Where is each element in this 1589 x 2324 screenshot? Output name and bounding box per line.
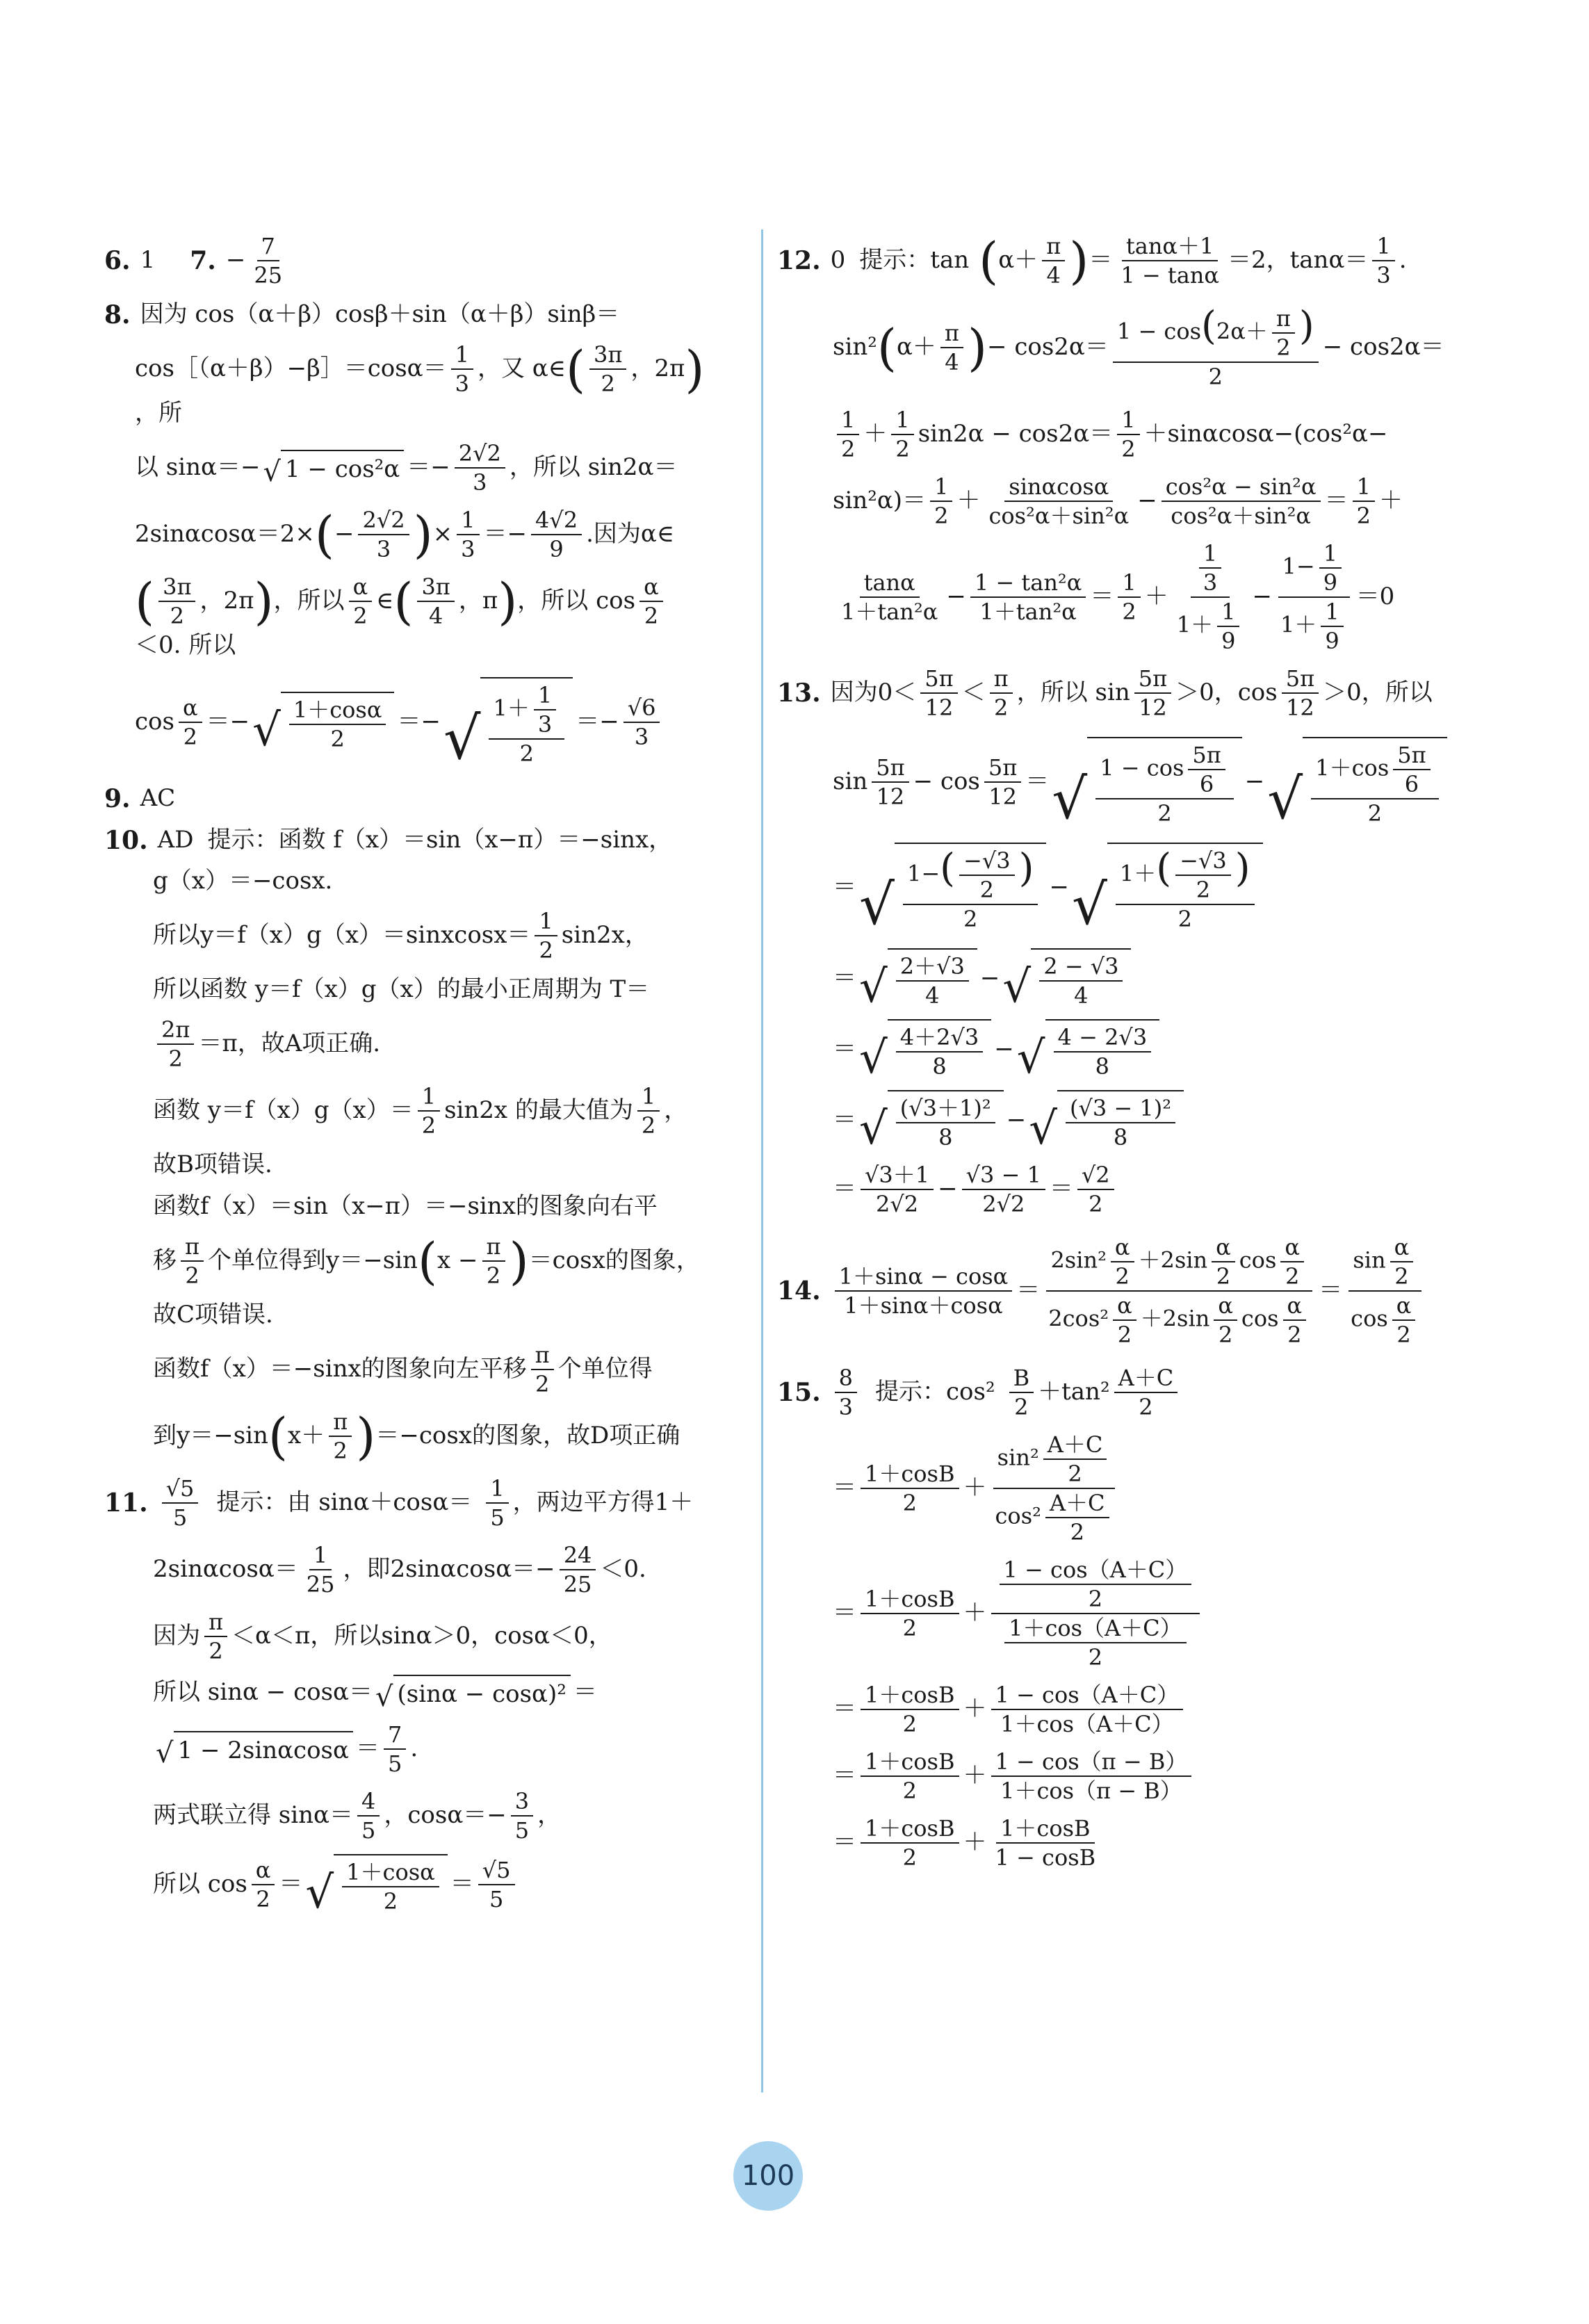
fraction: $\frac{\pi}{2}$ xyxy=(531,1341,554,1398)
fraction: $\frac{\pi}{2}$ xyxy=(204,1608,227,1665)
answer-13-line3: ＝ √ 1−( $\frac{-√3}{2}$ ) 2 − √ 1＋( $\frac{-√3}{2}$ ) 2 xyxy=(777,843,1486,933)
page-number: 100 xyxy=(741,2160,795,2192)
fraction: $\frac{√5}{5}$ xyxy=(478,1856,515,1913)
answer-15-line4: ＝ $\frac{1+\cos B}{2}$ ＋ $\frac{1 - \cos(A+C)}{1+\cos(A+C)}$ xyxy=(777,1681,1486,1738)
answer-11-line3 xyxy=(104,1608,744,1665)
text: ，两边平方得1＋ xyxy=(512,1488,694,1516)
answer-11-line6 xyxy=(104,1787,744,1844)
column-divider xyxy=(761,229,763,2093)
fraction: $\frac{\pi}{2}$ xyxy=(181,1233,204,1290)
text: 函数f（x）＝sin（x−π）＝−sinx的图象向右平 xyxy=(153,1192,658,1221)
answer-11-line1 xyxy=(104,1474,744,1531)
text: − cos2α＝ xyxy=(1322,333,1444,361)
answer-13-line4: ＝ √ $\frac{2+√3}{4}$ − √ $\frac{2 - √3}{4}$ xyxy=(777,948,1486,1009)
text: ＝−cosx的图象，故D项正确 xyxy=(375,1421,681,1449)
hint-text: 提示：tan xyxy=(859,246,970,275)
fraction: $\frac{\tan\alpha+1}{1 - \tan\alpha}$ xyxy=(1121,233,1219,289)
fraction: $\frac{\pi}{2}$ xyxy=(329,1408,352,1465)
text: ，所以 sin2α＝ xyxy=(509,453,678,481)
answer-13-line2: sin $\frac{5\pi}{12}$ − cos $\frac{5\pi}{12}$ ＝ √ 1 − cos $\frac{5\pi}{6}$ 2 − √ 1＋cos $\frac{5\pi}{6}$ 2 xyxy=(777,737,1486,827)
answer-10-line5 xyxy=(104,1016,744,1073)
fraction: $\frac{B}{2}$ xyxy=(1009,1364,1034,1421)
fraction: $\frac{\pi}{4}$ xyxy=(940,319,963,376)
left-column xyxy=(104,222,744,1925)
text: ＝− xyxy=(206,707,250,736)
fraction: $\frac{\pi}{2}$ xyxy=(990,665,1013,722)
fraction: $\frac{\sin\alpha\cos\alpha}{\text{cos²α＋sin²α}}$ xyxy=(988,473,1130,529)
fraction: $\frac{1}{2}$ xyxy=(891,406,913,463)
text: 2sinαcosα＝2× xyxy=(135,519,315,548)
text: 所以函数 y＝f（x）g（x）的最小正周期为 T＝ xyxy=(153,975,650,1004)
answer-13-line7: ＝ $\frac{√3+1}{2√2}$ − $\frac{√3 - 1}{2√2}$ ＝ $\frac{√2}{2}$ xyxy=(777,1161,1486,1218)
answer-8-line5: ( $\frac{3\pi}{2}$ ， 2π ) ，所以 $\frac{\alpha}{2}$ ∈ ( $\frac{3\pi}{4}$ ， π ) ，所以 cos $\frac{\alpha}{2}$ ＜0. 所以 xyxy=(104,573,744,662)
text: x＋ xyxy=(288,1421,325,1449)
fraction: $\frac{A+C}{2}$ xyxy=(1114,1364,1178,1421)
problem-number: 14. xyxy=(777,1276,821,1306)
answer-15-line5: ＝ $\frac{1+\cos B}{2}$ ＋ $\frac{1 - \cos(\pi - B)}{1+\cos(\pi - B)}$ xyxy=(777,1748,1486,1805)
fraction: $\frac{√6}{3}$ xyxy=(624,694,660,751)
answer-10-line9: 移 $\frac{\pi}{2}$ 个单位得到y＝−sin ( x − $\frac{\pi}{2}$ ) ＝cosx的图象， xyxy=(153,1232,700,1291)
text: 函数f（x）＝−sinx的图象向左平移 xyxy=(153,1354,527,1383)
answer-11-line7 xyxy=(104,1854,744,1919)
fraction: $\frac{2√2}{3}$ xyxy=(358,506,409,563)
answer-15-line3: ＝ $\frac{1+\cos B}{2}$ ＋ $\frac{\frac{1 - \cos(A+C)}{2}}{\frac{1+\cos(A+C)}{2}}$ xyxy=(777,1556,1486,1671)
fraction: $\frac{1}{5}$ xyxy=(486,1474,508,1531)
answer-8-line6 xyxy=(104,677,744,772)
fraction: $\frac{7}{25}$ xyxy=(254,233,283,289)
fraction: $\frac{√3 - 1}{2√2}$ xyxy=(962,1161,1045,1218)
fraction: $\frac{\text{cos²α − sin²α}}{\text{cos²α＋sin²α}}$ xyxy=(1162,473,1321,530)
text: ， xyxy=(537,1801,562,1829)
fraction: $\frac{3\pi}{4}$ xyxy=(417,573,454,630)
left-paren: ( xyxy=(565,339,586,398)
fraction: $\frac{5\pi}{12}$ xyxy=(920,665,957,722)
square-root: √ 1＋ $\frac{1}{3}$ 2 xyxy=(443,677,573,767)
text: . xyxy=(1399,246,1407,275)
square-root: √ $\frac{1+\cos\alpha}{2}$ xyxy=(305,1854,447,1915)
fraction: $\frac{1}{2}$ xyxy=(930,473,952,530)
answer-11-line4 xyxy=(104,1675,744,1711)
text: × xyxy=(432,519,453,548)
fraction: $\frac{3\pi}{2}$ xyxy=(589,341,626,398)
text: sin2α − cos2α＝ xyxy=(918,420,1114,448)
compound-fraction: $\frac{1}{3}$ 1＋ $\frac{1}{9}$ xyxy=(1173,539,1248,655)
fraction: $\frac{4}{5}$ xyxy=(357,1787,380,1844)
text: 故C项错误. xyxy=(153,1301,273,1329)
text: ＜0. xyxy=(600,1554,646,1583)
text: 个单位得到y＝−sin xyxy=(208,1246,418,1275)
hint-text: 提示：cos² xyxy=(875,1378,995,1406)
answer-15-line2: ＝ $\frac{1+\cos B}{2}$ ＋ sin² $\frac{A+C}{2}$ cos² $\frac{A+C}{2}$ xyxy=(777,1431,1486,1546)
answer-11-line2 xyxy=(104,1541,744,1598)
fraction: $\frac{1+\cos B}{2}$ xyxy=(861,1681,959,1738)
fraction: $\frac{3\pi}{2}$ xyxy=(158,573,195,630)
text: ＋sinαcosα−(cos²α− xyxy=(1143,420,1388,448)
fraction: $\frac{1}{2}$ xyxy=(1118,569,1140,626)
answer-text: 0 xyxy=(830,246,846,275)
text: ＝ xyxy=(573,1677,597,1706)
text: ＝cosx的图象， xyxy=(528,1246,700,1275)
answer-8-line1 xyxy=(104,299,744,331)
text: ＝− xyxy=(576,707,619,736)
fraction: $\frac{\alpha}{2}$ xyxy=(252,1856,275,1913)
fraction: $\frac{5\pi}{12}$ xyxy=(1282,665,1319,722)
answer-10-line3 xyxy=(104,907,744,964)
text: 函数 y＝f（x）g（x）＝ xyxy=(153,1096,414,1125)
hint-text: 提示：由 sinα＋cosα＝ xyxy=(216,1488,473,1516)
fraction: $\frac{1 - \cos(A+C)}{1+\cos(A+C)}$ xyxy=(991,1681,1184,1738)
text: ＝− xyxy=(483,519,528,548)
fraction: $\frac{√2}{2}$ xyxy=(1077,1161,1114,1218)
square-root: √ 1＋cos $\frac{5\pi}{6}$ 2 xyxy=(1267,737,1447,827)
answer-11-line5 xyxy=(104,1721,744,1778)
answer-8-line4: 2sinαcosα＝2× ( − $\frac{2√2}{3}$ ) × $\frac{1}{3}$ ＝− $\frac{4√2}{9}$ .因为α∈ xyxy=(135,505,675,564)
square-root: √ 1−( $\frac{-√3}{2}$ ) 2 xyxy=(859,843,1046,933)
square-root: √ 1 − cos $\frac{5\pi}{6}$ 2 xyxy=(1052,737,1242,827)
text: sin² xyxy=(833,333,877,361)
text: 2π xyxy=(654,354,685,382)
fraction: $\frac{1+\cos B}{2}$ xyxy=(861,1814,959,1871)
answer-10-line10 xyxy=(104,1299,744,1331)
answer-12-line4: sin²α)＝ $\frac{1}{2}$ ＋ $\frac{\sin\alpha\cos\alpha}{\text{cos²α＋sin²α}}$ − $\frac{\text{cos²α − sin²α}}{\text{cos²α＋sin²α}}$ ＝ $\frac{1}{2}$ ＋ xyxy=(833,473,1403,529)
right-paren: ) xyxy=(685,339,705,398)
text: cos［（α＋β）−β］＝cosα＝ xyxy=(135,354,447,382)
square-root: √ $\frac{\text{(√3 − 1)²}}{8}$ xyxy=(1029,1090,1184,1151)
fraction: $\frac{1+\cos B}{2}$ xyxy=(861,1585,959,1642)
square-root: √ $\frac{2+√3}{4}$ xyxy=(859,948,977,1009)
fraction: $\frac{1}{2}$ xyxy=(1353,473,1375,530)
fraction: $\frac{24}{25}$ xyxy=(560,1541,596,1598)
fraction: $\frac{\alpha}{2}$ xyxy=(639,573,663,630)
text: ＜α＜π，所以sinα＞0，cosα＜0， xyxy=(231,1621,612,1650)
answer-10-line12: 到y＝−sin ( x＋ $\frac{\pi}{2}$ ) ＝−cosx的图象，故D项正确 xyxy=(153,1406,681,1465)
fraction: $\frac{\pi}{4}$ xyxy=(1042,232,1065,289)
text: ∈ xyxy=(376,586,394,615)
compound-fraction: $\frac{\frac{1 - \cos(A+C)}{2}}{\frac{1+\cos(A+C)}{2}}$ xyxy=(991,1556,1200,1671)
fraction: $\frac{1}{2}$ xyxy=(637,1082,660,1139)
text: − cos2α＝ xyxy=(987,333,1109,361)
fraction: $\frac{1}{3}$ xyxy=(451,341,473,398)
problem-number: 11. xyxy=(104,1488,148,1518)
square-root: √ $\frac{2 - √3}{4}$ xyxy=(1002,948,1131,1009)
text: cos xyxy=(135,707,174,736)
problem-number: 10. xyxy=(104,825,148,855)
text: 因为0＜ xyxy=(830,678,917,707)
text: ＝π，故A项正确. xyxy=(198,1030,381,1058)
answer-10-line11 xyxy=(104,1341,744,1398)
page-number-badge xyxy=(733,2141,803,2211)
fraction: $\frac{\text{1 − tan²α}}{\text{1＋tan²α}}$ xyxy=(970,569,1086,626)
text: 故B项错误. xyxy=(153,1151,272,1179)
text: 所以 cos xyxy=(153,1869,247,1898)
fraction: $\frac{1}{2}$ xyxy=(535,907,557,964)
answer-15-line1: 15. $\frac{8}{3}$ 提示：cos² $\frac{B}{2}$ ＋tan² $\frac{A+C}{2}$ xyxy=(777,1364,1486,1421)
fraction: $\frac{8}{3}$ xyxy=(835,1364,857,1421)
fraction: $\frac{\alpha}{2}$ xyxy=(179,694,202,751)
text: ＜0. 所以 xyxy=(135,631,236,659)
answer-text: AD xyxy=(157,825,194,854)
fraction: $\frac{1 - \cos(\pi - B)}{1+\cos(\pi - B)}$ xyxy=(991,1748,1192,1805)
answer-12-line5: $\frac{\tan\alpha}{\text{1＋tan²α}}$ − $\frac{\text{1 − tan²α}}{\text{1＋tan²α}}$ ＝ $\frac{1}{2}$ ＋ $\frac{1}{3}$ 1＋ $\frac{1}{9}$ − 1− $\frac{1}{9}$ 1＋ $\frac{1}{9}$ ＝0 xyxy=(777,539,1486,655)
fraction: $\frac{\tan\alpha}{\text{1＋tan²α}}$ xyxy=(841,569,938,625)
text: ＝− xyxy=(407,453,450,481)
answer-10-line6 xyxy=(104,1082,744,1139)
text: ，cosα＝− xyxy=(384,1801,507,1829)
text: ，即2sinαcosα＝− xyxy=(343,1554,555,1583)
right-column xyxy=(777,222,1486,1881)
fraction: $\frac{1}{3}$ xyxy=(457,506,479,563)
answer-9 xyxy=(104,783,744,815)
answer-8-line2: cos［（α＋β）−β］＝cosα＝ $\frac{1}{3}$ ，又 α∈ ( $\frac{3\pi}{2}$ ， 2π ) ，所 xyxy=(104,341,744,430)
text: 所以y＝f（x）g（x）＝sinxcosx＝ xyxy=(153,921,531,950)
text: ＝− xyxy=(397,707,441,736)
fraction: $\frac{1+\cos B}{2}$ xyxy=(861,1460,959,1517)
fraction: $\frac{1+\cos B}{2}$ xyxy=(861,1748,959,1805)
fraction: $\frac{1}{25}$ xyxy=(306,1541,335,1598)
fraction: $\frac{1+\cos B}{1 - \cos B}$ xyxy=(995,1815,1096,1871)
text: ，所 xyxy=(135,398,182,427)
fraction: $\frac{5\pi}{12}$ xyxy=(1134,665,1171,722)
text: ，所以 xyxy=(273,586,345,615)
answer-15-line6: ＝ $\frac{1+\cos B}{2}$ ＋ $\frac{1+\cos B}{1 - \cos B}$ xyxy=(777,1814,1486,1871)
problem-number: 7. xyxy=(190,246,216,275)
problem-number: 13. xyxy=(777,678,821,708)
answer-13-line6: ＝ √ $\frac{\text{(√3＋1)²}}{8}$ − √ $\frac{\text{(√3 − 1)²}}{8}$ xyxy=(777,1090,1486,1151)
answer-13-line5: ＝ √ $\frac{4+2√3}{8}$ − √ $\frac{4 - 2√3}{8}$ xyxy=(777,1019,1486,1080)
hint-text: 提示：函数 f（x）＝sin（x−π）＝−sinx， xyxy=(207,825,673,854)
text: 所以 sinα − cosα＝ xyxy=(153,1677,373,1706)
compound-fraction: 2sin² $\frac{\alpha}{2}$ ＋2sin $\frac{\alpha}{2}$ cos $\frac{\alpha}{2}$ 2cos² $\frac{\alpha}{2}$ ＋2sin $\frac{\alpha}{2}$ cos $\frac{\alpha}{2}$ xyxy=(1044,1233,1314,1349)
text: α＋ xyxy=(998,246,1038,275)
fraction: 1 − cos(2α＋ $\frac{\pi}{2}$ ) 2 xyxy=(1113,304,1319,391)
text: ＝2，tanα＝ xyxy=(1227,246,1369,275)
fraction: $\frac{5\pi}{12}$ xyxy=(872,754,908,811)
fraction: $\frac{\pi}{2}$ xyxy=(482,1233,505,1290)
fraction: $\frac{√3+1}{2√2}$ xyxy=(861,1161,934,1218)
fraction: $\frac{2\pi}{2}$ xyxy=(157,1016,194,1073)
problem-number: 6. xyxy=(104,246,131,275)
fraction: $\frac{2√2}{3}$ xyxy=(455,439,505,496)
square-root: √ 1 − cos²α xyxy=(263,450,404,486)
fraction: $\frac{\alpha}{2}$ xyxy=(349,573,373,630)
text: ， xyxy=(664,1096,688,1125)
answer-10-line2 xyxy=(104,866,744,897)
problem-number: 8. xyxy=(104,300,131,330)
text: . xyxy=(410,1734,418,1762)
square-root: √ $\frac{4+2√3}{8}$ xyxy=(859,1019,991,1080)
answer-10-line1 xyxy=(104,824,744,856)
text: 到y＝−sin xyxy=(153,1421,268,1449)
text: 因为 xyxy=(153,1621,200,1650)
square-root: √ 1＋( $\frac{-√3}{2}$ ) 2 xyxy=(1072,843,1263,933)
compound-fraction: 1− $\frac{1}{9}$ 1＋ $\frac{1}{9}$ xyxy=(1276,539,1352,655)
problem-number: 9. xyxy=(104,783,131,813)
fraction: $\frac{1+\sin\alpha - \cos\alpha}{1+\sin\alpha+\cos\alpha}$ xyxy=(835,1262,1013,1319)
minus-sign: − xyxy=(225,246,246,275)
answer-12-line3: $\frac{1}{2}$ ＋ $\frac{1}{2}$ sin2α − cos2α＝ $\frac{1}{2}$ ＋sinαcosα−(cos²α− xyxy=(777,406,1486,463)
fraction: $\frac{5\pi}{12}$ xyxy=(984,754,1021,811)
fraction: $\frac{7}{5}$ xyxy=(384,1721,406,1778)
square-root: √ $\frac{4 - 2√3}{8}$ xyxy=(1017,1019,1159,1080)
fraction: $\frac{4√2}{9}$ xyxy=(531,506,582,563)
text: ，又 α∈ xyxy=(478,354,566,382)
text: 两式联立得 sinα＝ xyxy=(153,1801,353,1829)
fraction: $\frac{1}{2}$ xyxy=(1117,406,1139,463)
answer-10-line4 xyxy=(104,974,744,1006)
text: ＝ xyxy=(1089,246,1113,275)
text: sin2x 的最大值为 xyxy=(444,1096,633,1125)
square-root: √ $\frac{\text{(√3＋1)²}}{8}$ xyxy=(859,1090,1004,1151)
square-root: √ 1 − 2sinαcosα xyxy=(156,1731,353,1767)
text: 2sinαcosα＝ xyxy=(153,1554,298,1583)
problem-number: 15. xyxy=(777,1378,821,1407)
compound-fraction: sin $\frac{\alpha}{2}$ cos $\frac{\alpha}{2}$ xyxy=(1346,1233,1424,1349)
text: g（x）＝−cosx. xyxy=(153,867,333,895)
square-root: √ $\frac{1+\cos\alpha}{2}$ xyxy=(252,692,394,753)
answer-text: 1 xyxy=(140,246,156,275)
fraction: $\frac{1}{2}$ xyxy=(418,1082,440,1139)
text: 移 xyxy=(153,1246,177,1275)
answer-6-7 xyxy=(104,232,744,289)
answer-10-line7 xyxy=(104,1149,744,1181)
answer-8-line3 xyxy=(104,439,744,496)
text: ＝ xyxy=(450,1869,474,1898)
text: 因为 cos（α＋β）cosβ＋sin（α＋β）sinβ＝ xyxy=(140,300,620,328)
answer-12-line1: 12. 0 提示：tan ( α＋ $\frac{\pi}{4}$ ) ＝ $\frac{\tan\alpha+1}{1 - \tan\alpha}$ ＝2，tanα＝ $\frac{1}{3}$ . xyxy=(777,231,1407,290)
answer-12-line2: sin² ( α＋ $\frac{\pi}{4}$ ) − cos2α＝ 1 − cos(2α＋ $\frac{\pi}{2}$ ) 2 − cos2α＝ xyxy=(833,303,1444,390)
answer-13-line1: 13. 因为0＜ $\frac{5\pi}{12}$ ＜ $\frac{\pi}{2}$ ，所以 sin $\frac{5\pi}{12}$ ＞0，cos $\frac{5\pi}{12}$ ＞0，所以 xyxy=(777,665,1433,721)
text: ＝ xyxy=(355,1734,380,1762)
text: x − xyxy=(437,1246,478,1275)
fraction: $\frac{√5}{5}$ xyxy=(162,1474,199,1531)
fraction: $\frac{1}{3}$ xyxy=(1372,232,1394,289)
problem-number: 12. xyxy=(777,246,821,275)
answer-14: 14. $\frac{1+\sin\alpha - \cos\alpha}{1+\sin\alpha+\cos\alpha}$ ＝ 2sin² $\frac{\alpha}{2}$ ＋2sin $\frac{\alpha}{2}$ cos $\frac{\alpha}{2}$ 2cos² $\frac{\alpha}{2}$ ＋2sin $\frac{\alpha}{2}$ cos $\frac{\alpha}{2}$ ＝ sin $\frac{\alpha}{2}$ cos $\frac{\alpha}{2}$ xyxy=(777,1233,1486,1349)
text: 以 sinα＝− xyxy=(135,453,261,481)
text: ，所以 cos xyxy=(517,586,636,615)
answer-10-line8 xyxy=(104,1191,744,1223)
text: sin²α)＝ xyxy=(833,487,927,515)
fraction: $\frac{3}{5}$ xyxy=(511,1787,533,1844)
text: sin2x， xyxy=(561,921,649,950)
text: .因为α∈ xyxy=(586,519,675,548)
fraction: $\frac{1}{2}$ xyxy=(837,406,859,463)
compound-fraction: sin² $\frac{A+C}{2}$ cos² $\frac{A+C}{2}$ xyxy=(991,1431,1118,1546)
square-root: √ (sinα − cosα)² xyxy=(375,1675,571,1711)
text: 个单位得 xyxy=(557,1354,653,1383)
answer-text: AC xyxy=(140,783,176,812)
text: ＝ xyxy=(279,1869,303,1898)
